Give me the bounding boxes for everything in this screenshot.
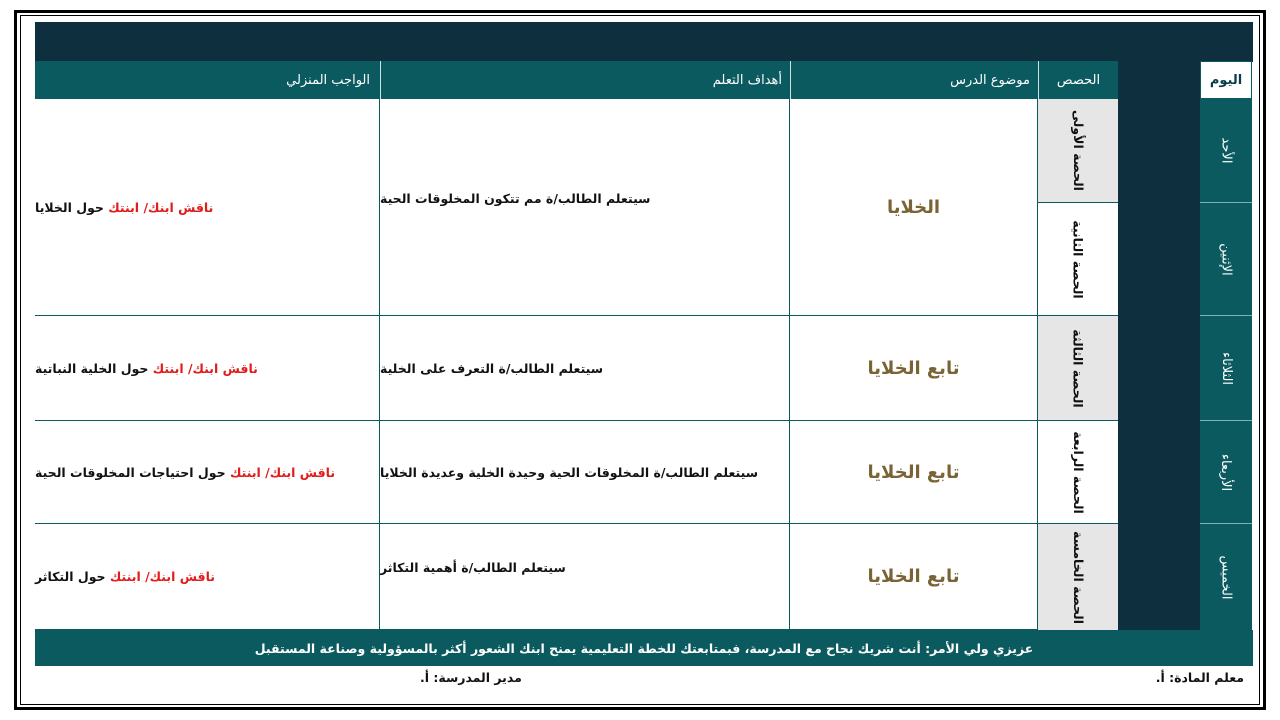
day-sunday: الأحد xyxy=(1200,99,1252,203)
top-banner xyxy=(35,22,1253,62)
day-thursday: الخميس xyxy=(1200,524,1252,630)
parent-message: عزيزي ولي الأمر: أنت شريك نجاح مع المدرسة، فبمتابعتك للخطة التعليمية يمنح ابنك الشعور أكثر بالمسؤولية وصناعة المستقبل xyxy=(35,630,1253,666)
objective-cell: سيتعلم الطالب/ة المخلوقات الحية وحيدة الخلية وعديدة الخلايا xyxy=(380,421,790,524)
period-5: الحصة الخامسة xyxy=(1038,524,1118,630)
objective-cell: سيتعلم الطالب/ة التعرف على الخلية xyxy=(380,316,790,421)
period-3: الحصة الثالثة xyxy=(1038,316,1118,421)
day-tuesday: الثلاثاء xyxy=(1200,316,1252,421)
topic-cell: الخلايا xyxy=(790,99,1038,316)
period-4: الحصة الرابعة xyxy=(1038,421,1118,524)
day-monday: الإثنين xyxy=(1200,203,1252,316)
periods-header: الحصص xyxy=(1038,61,1118,99)
day-wednesday: الأربعاء xyxy=(1200,421,1252,524)
homework-header: الواجب المنزلي xyxy=(35,61,380,99)
topic-header: موضوع الدرس xyxy=(790,61,1038,99)
objective-cell: سيتعلم الطالب/ة أهمية التكاثر xyxy=(380,524,790,630)
homework-cell: ناقش ابنك/ ابنتك حول الخلايا xyxy=(35,99,380,316)
homework-cell: ناقش ابنك/ ابنتك حول احتياجات المخلوقات الحية xyxy=(35,421,380,524)
homework-cell: ناقش ابنك/ ابنتك حول التكاثر xyxy=(35,524,380,630)
objective-cell: سيتعلم الطالب/ة مم تتكون المخلوقات الحية xyxy=(380,99,790,316)
principal-signature: مدير المدرسة: أ. xyxy=(420,670,522,685)
period-1: الحصة الأولى xyxy=(1038,99,1118,203)
topic-cell: تابع الخلايا xyxy=(790,524,1038,630)
day-header: اليوم xyxy=(1200,61,1252,99)
objectives-header: أهداف التعلم xyxy=(380,61,790,99)
far-right-bar xyxy=(1200,22,1253,62)
topic-cell: تابع الخلايا xyxy=(790,421,1038,524)
homework-cell: ناقش ابنك/ ابنتك حول الخلية النباتية xyxy=(35,316,380,421)
period-2: الحصة الثانية xyxy=(1038,203,1118,316)
right-strip xyxy=(1118,60,1200,630)
topic-cell: تابع الخلايا xyxy=(790,316,1038,421)
teacher-signature: معلم المادة: أ. xyxy=(1155,670,1244,685)
